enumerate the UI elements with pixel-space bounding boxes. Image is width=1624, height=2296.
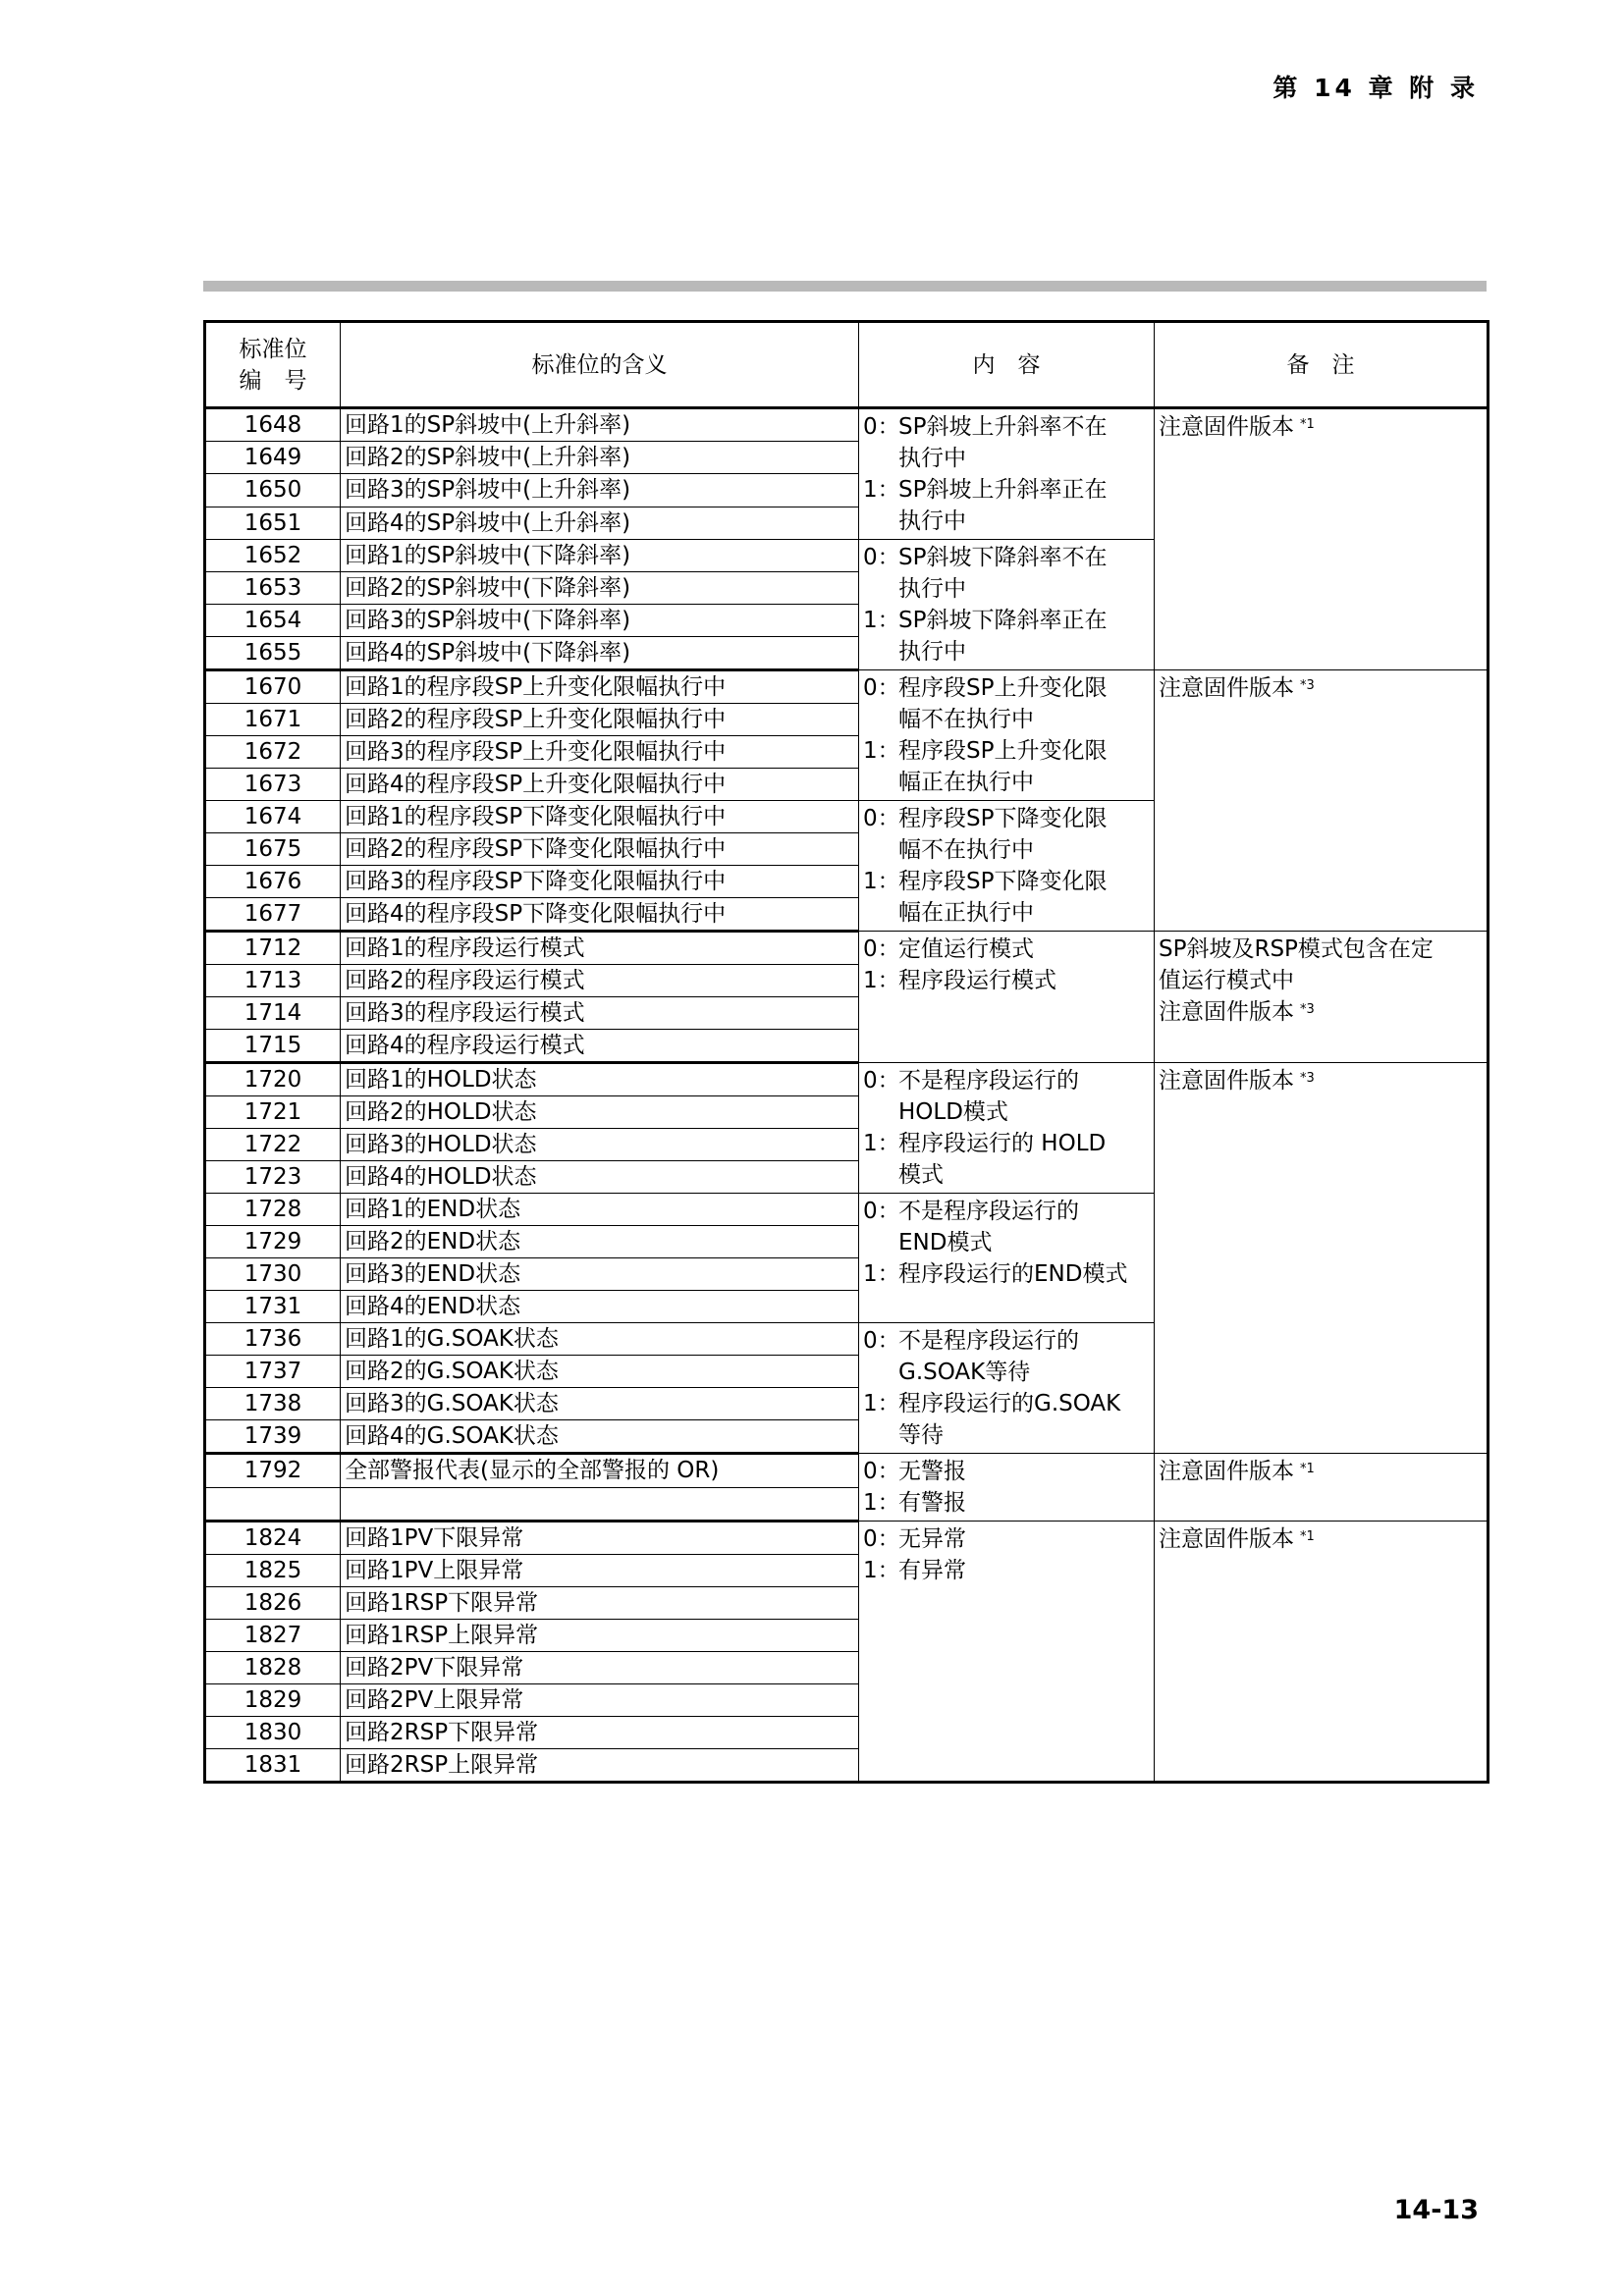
header-note: 备 注 (1155, 322, 1489, 408)
bit-number-cell: 1652 (205, 540, 341, 572)
note-line (1159, 934, 1483, 965)
note-line (1159, 1065, 1483, 1096)
content-text: 不是程序段运行的 (898, 1199, 1079, 1224)
content-line (863, 1196, 1150, 1227)
bit-number-cell: 1730 (205, 1258, 341, 1291)
bit-number-cell: 1736 (205, 1323, 341, 1356)
content-cell (859, 801, 1155, 932)
table-header-row (205, 322, 1489, 408)
note-cell (1155, 1522, 1489, 1783)
bit-number-cell: 1729 (205, 1226, 341, 1258)
bit-meaning-cell: 回路4的SP斜坡中(下降斜率) (341, 637, 859, 670)
note-cell (1155, 670, 1489, 932)
bit-number-cell: 1675 (205, 833, 341, 866)
bit-number-cell: 1720 (205, 1063, 341, 1096)
bit-meaning-cell: 回路2的程序段SP下降变化限幅执行中 (341, 833, 859, 866)
note-cell (1155, 932, 1489, 1063)
bit-number-cell (205, 1488, 341, 1522)
footnote-marker: *3 (1300, 1071, 1315, 1086)
content-text: SP斜坡下降斜率正在 (898, 608, 1108, 633)
bit-meaning-cell: 回路4的程序段SP上升变化限幅执行中 (341, 769, 859, 801)
content-text-continued: 执行中 (898, 576, 966, 602)
bit-meaning-cell: 回路2的END状态 (341, 1226, 859, 1258)
bit-number-cell: 1721 (205, 1096, 341, 1129)
content-text: 定值运行模式 (898, 936, 1034, 962)
content-line (863, 803, 1150, 834)
content-line (863, 1065, 1150, 1096)
bit-meaning-cell: 回路4的SP斜坡中(上升斜率) (341, 507, 859, 539)
bit-number-cell: 1653 (205, 572, 341, 605)
bit-meaning-cell: 回路2RSP上限异常 (341, 1749, 859, 1783)
bit-number-cell: 1715 (205, 1030, 341, 1063)
content-text: 程序段运行的 HOLD (898, 1131, 1107, 1156)
content-text-continued: END模式 (898, 1230, 993, 1255)
content-cell (859, 1063, 1155, 1194)
bit-number-cell: 1655 (205, 637, 341, 670)
bit-meaning-cell: 回路1的G.SOAK状态 (341, 1323, 859, 1356)
bit-number-cell: 1739 (205, 1420, 341, 1454)
content-cell (859, 1323, 1155, 1454)
bit-number-cell: 1670 (205, 670, 341, 704)
content-key: 0： (863, 1068, 900, 1094)
footnote-marker: *3 (1300, 678, 1315, 693)
note-text: 注意固件版本 (1159, 675, 1294, 701)
note-cell (1155, 1454, 1489, 1522)
content-text-continued: 执行中 (898, 508, 966, 534)
bit-meaning-cell: 回路2的SP斜坡中(下降斜率) (341, 572, 859, 605)
bit-meaning-cell: 回路1的HOLD状态 (341, 1063, 859, 1096)
content-key: 0： (863, 1459, 900, 1484)
bit-meaning-cell: 回路1的END状态 (341, 1194, 859, 1226)
table-row (205, 408, 1489, 442)
bit-number-cell: 1829 (205, 1684, 341, 1717)
header-bit-meaning: 标准位的含义 (341, 322, 859, 408)
bit-meaning-cell: 回路2的G.SOAK状态 (341, 1356, 859, 1388)
note-text: 值运行模式中 (1159, 968, 1294, 993)
content-line (863, 735, 1150, 767)
content-text: 程序段运行的END模式 (898, 1261, 1128, 1287)
content-line (863, 1487, 1150, 1519)
bit-meaning-cell: 回路2的SP斜坡中(上升斜率) (341, 442, 859, 474)
bit-number-cell: 1825 (205, 1555, 341, 1587)
content-cell (859, 670, 1155, 801)
bit-meaning-cell: 回路3的程序段运行模式 (341, 997, 859, 1030)
bit-number-cell: 1792 (205, 1454, 341, 1488)
content-key: 1： (863, 869, 900, 894)
bit-meaning-cell: 回路1的程序段SP上升变化限幅执行中 (341, 670, 859, 704)
bit-meaning-cell: 回路2RSP下限异常 (341, 1717, 859, 1749)
content-line (863, 934, 1150, 965)
content-text: 有警报 (898, 1490, 966, 1516)
bit-number-cell: 1714 (205, 997, 341, 1030)
page-number: 14-13 (1393, 2195, 1479, 2225)
bit-meaning-cell: 回路3的END状态 (341, 1258, 859, 1291)
footnote-marker: *1 (1300, 1529, 1315, 1544)
bit-number-cell: 1826 (205, 1587, 341, 1620)
bit-number-cell: 1722 (205, 1129, 341, 1161)
content-cell (859, 1194, 1155, 1323)
content-text: 不是程序段运行的 (898, 1068, 1079, 1094)
table-row (205, 932, 1489, 965)
bit-number-cell: 1654 (205, 605, 341, 637)
content-line (863, 411, 1150, 443)
content-line (863, 474, 1150, 506)
bit-meaning-cell: 回路4的HOLD状态 (341, 1161, 859, 1194)
bit-meaning-cell: 回路2PV上限异常 (341, 1684, 859, 1717)
content-line (863, 605, 1150, 636)
content-text: 程序段运行的G.SOAK (898, 1391, 1121, 1416)
content-key: 0： (863, 1526, 900, 1552)
content-line (863, 1128, 1150, 1159)
note-text: 注意固件版本 (1159, 1526, 1294, 1552)
note-text: 注意固件版本 (1159, 414, 1294, 440)
table-body (205, 408, 1489, 1783)
content-text: SP斜坡上升斜率不在 (898, 414, 1108, 440)
content-text: SP斜坡下降斜率不在 (898, 545, 1108, 570)
bit-meaning-cell: 回路3的HOLD状态 (341, 1129, 859, 1161)
bit-number-cell: 1676 (205, 866, 341, 898)
content-key: 1： (863, 1490, 900, 1516)
bit-number-cell: 1830 (205, 1717, 341, 1749)
content-line (863, 1456, 1150, 1487)
bit-number-cell: 1831 (205, 1749, 341, 1783)
content-key: 0： (863, 545, 900, 570)
note-text: 注意固件版本 (1159, 1068, 1294, 1094)
table-row (205, 1522, 1489, 1555)
content-line (863, 672, 1150, 704)
bit-number-cell: 1824 (205, 1522, 341, 1555)
bit-meaning-cell: 回路4的END状态 (341, 1291, 859, 1323)
bit-meaning-cell: 回路4的程序段运行模式 (341, 1030, 859, 1063)
content-text-continued: 幅不在执行中 (898, 837, 1034, 863)
bit-number-cell: 1671 (205, 704, 341, 736)
bit-meaning-cell: 回路1RSP下限异常 (341, 1587, 859, 1620)
header-rule (203, 281, 1487, 292)
bit-meaning-cell: 回路1的程序段运行模式 (341, 932, 859, 965)
content-text: 无异常 (898, 1526, 966, 1552)
bit-meaning-cell: 全部警报代表(显示的全部警报的 OR) (341, 1454, 859, 1488)
bit-number-cell: 1827 (205, 1620, 341, 1652)
content-key: 1： (863, 1391, 900, 1416)
note-line (1159, 411, 1483, 443)
bit-meaning-cell: 回路2的程序段SP上升变化限幅执行中 (341, 704, 859, 736)
content-key: 0： (863, 936, 900, 962)
note-text: 注意固件版本 (1159, 999, 1294, 1025)
content-text: 程序段SP下降变化限 (898, 869, 1108, 894)
standard-bit-table (203, 320, 1489, 1784)
content-text: 程序段SP下降变化限 (898, 806, 1108, 831)
bit-meaning-cell: 回路1RSP上限异常 (341, 1620, 859, 1652)
content-key: 1： (863, 477, 900, 503)
content-line (863, 866, 1150, 897)
bit-meaning-cell: 回路1的SP斜坡中(上升斜率) (341, 408, 859, 442)
bit-number-cell: 1648 (205, 408, 341, 442)
content-text-continued: 幅正在执行中 (898, 770, 1034, 795)
content-text-continued: 幅在正执行中 (898, 900, 1034, 926)
footnote-marker: *3 (1300, 1002, 1315, 1017)
table-row (205, 1063, 1489, 1096)
header-content: 内 容 (859, 322, 1155, 408)
table-row (205, 670, 1489, 704)
bit-number-cell: 1673 (205, 769, 341, 801)
note-cell (1155, 1063, 1489, 1454)
content-text-continued: HOLD模式 (898, 1099, 1008, 1125)
content-line (863, 1388, 1150, 1419)
bit-number-cell: 1649 (205, 442, 341, 474)
bit-meaning-cell: 回路3的程序段SP上升变化限幅执行中 (341, 736, 859, 769)
bit-meaning-cell: 回路1的SP斜坡中(下降斜率) (341, 540, 859, 572)
content-line (863, 1523, 1150, 1555)
bit-number-cell: 1650 (205, 474, 341, 507)
note-line (1159, 672, 1483, 704)
bit-meaning-cell (341, 1488, 859, 1522)
content-key: 1： (863, 1558, 900, 1583)
content-cell (859, 1454, 1155, 1522)
content-key: 1： (863, 1131, 900, 1156)
footnote-marker: *1 (1300, 1462, 1315, 1476)
note-text: 注意固件版本 (1159, 1459, 1294, 1484)
note-text: SP斜坡及RSP模式包含在定 (1159, 936, 1434, 962)
note-line (1159, 1523, 1483, 1555)
note-cell (1155, 408, 1489, 670)
content-key: 1： (863, 1261, 900, 1287)
note-line (1159, 996, 1483, 1028)
content-line (863, 1325, 1150, 1357)
bit-meaning-cell: 回路3的SP斜坡中(上升斜率) (341, 474, 859, 507)
bit-meaning-cell: 回路3的SP斜坡中(下降斜率) (341, 605, 859, 637)
content-text-continued: 执行中 (898, 446, 966, 471)
content-text: 有异常 (898, 1558, 966, 1583)
bit-meaning-cell: 回路4的程序段SP下降变化限幅执行中 (341, 898, 859, 932)
content-text-continued: G.SOAK等待 (898, 1360, 1031, 1385)
bit-meaning-cell: 回路3的程序段SP下降变化限幅执行中 (341, 866, 859, 898)
content-text: 无警报 (898, 1459, 966, 1484)
content-line (863, 1555, 1150, 1586)
bit-number-cell: 1728 (205, 1194, 341, 1226)
bit-number-cell: 1672 (205, 736, 341, 769)
bit-meaning-cell: 回路2的程序段运行模式 (341, 965, 859, 997)
bit-number-cell: 1713 (205, 965, 341, 997)
content-text: 不是程序段运行的 (898, 1328, 1079, 1354)
bit-meaning-cell: 回路4的G.SOAK状态 (341, 1420, 859, 1454)
bit-number-cell: 1738 (205, 1388, 341, 1420)
content-cell (859, 1522, 1155, 1783)
content-text: 程序段SP上升变化限 (898, 738, 1108, 764)
bit-number-cell: 1677 (205, 898, 341, 932)
content-cell (859, 932, 1155, 1063)
bit-number-cell: 1712 (205, 932, 341, 965)
content-key: 0： (863, 806, 900, 831)
content-line (863, 542, 1150, 573)
content-key: 0： (863, 675, 900, 701)
content-line (863, 1258, 1150, 1290)
content-cell (859, 408, 1155, 540)
bit-meaning-cell: 回路1的程序段SP下降变化限幅执行中 (341, 801, 859, 833)
content-cell (859, 540, 1155, 670)
content-text-continued: 执行中 (898, 639, 966, 665)
content-key: 0： (863, 1199, 900, 1224)
bit-meaning-cell: 回路2PV下限异常 (341, 1652, 859, 1684)
header-bit-number: 标准位 编 号 (205, 322, 341, 408)
chapter-heading: 第 14 章 附 录 (1272, 74, 1479, 102)
content-text: SP斜坡上升斜率正在 (898, 477, 1108, 503)
bit-meaning-cell: 回路1PV下限异常 (341, 1522, 859, 1555)
content-text-continued: 等待 (898, 1422, 944, 1448)
bit-meaning-cell: 回路3的G.SOAK状态 (341, 1388, 859, 1420)
content-key: 0： (863, 1328, 900, 1354)
note-line (1159, 965, 1483, 996)
footnote-marker: *1 (1300, 417, 1315, 432)
bit-meaning-cell: 回路2的HOLD状态 (341, 1096, 859, 1129)
bit-number-cell: 1731 (205, 1291, 341, 1323)
content-text-continued: 模式 (898, 1162, 944, 1188)
bit-number-cell: 1674 (205, 801, 341, 833)
content-text: 程序段SP上升变化限 (898, 675, 1108, 701)
bit-meaning-cell: 回路1PV上限异常 (341, 1555, 859, 1587)
content-key: 1： (863, 608, 900, 633)
content-key: 1： (863, 968, 900, 993)
content-line (863, 965, 1150, 996)
bit-number-cell: 1651 (205, 507, 341, 539)
content-key: 1： (863, 738, 900, 764)
bit-number-cell: 1828 (205, 1652, 341, 1684)
bit-number-cell: 1723 (205, 1161, 341, 1194)
content-text-continued: 幅不在执行中 (898, 707, 1034, 732)
bit-number-cell: 1737 (205, 1356, 341, 1388)
note-line (1159, 1456, 1483, 1487)
table-row (205, 1454, 1489, 1488)
content-key: 0： (863, 414, 900, 440)
content-text: 程序段运行模式 (898, 968, 1056, 993)
